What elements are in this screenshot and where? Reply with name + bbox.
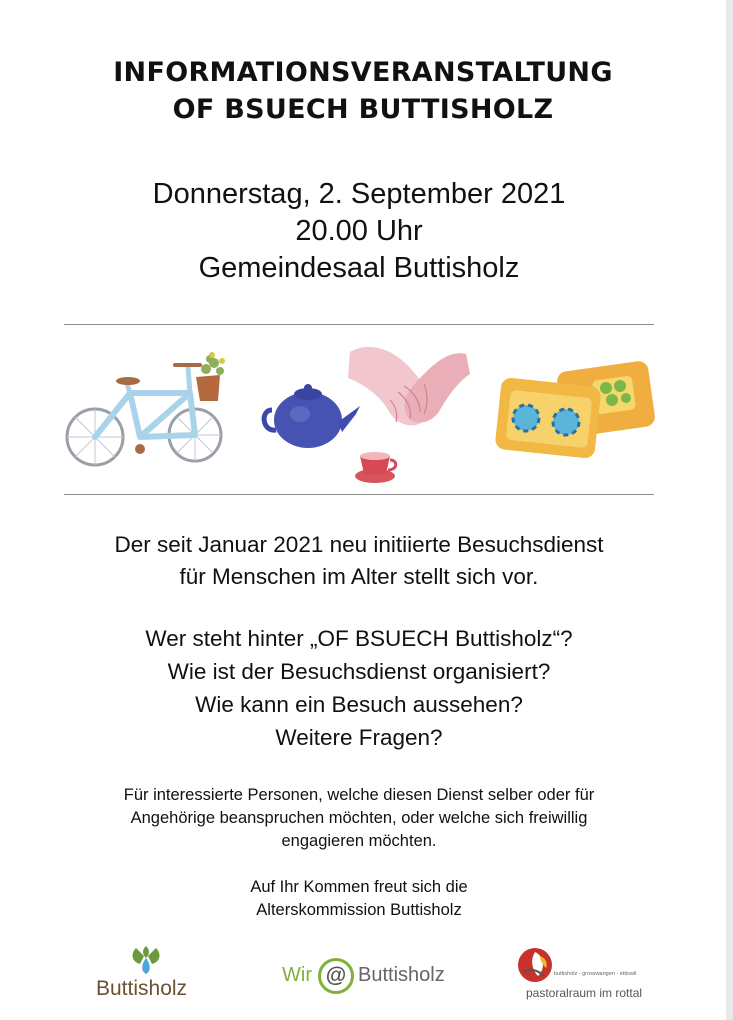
wir-logo-prefix: Wir [282, 964, 312, 986]
question-2: Wie ist der Besuchsdienst organisiert? [167, 659, 551, 684]
teacup-illustration [352, 444, 402, 488]
divider-top [64, 324, 654, 325]
pastoralraum-logo-subtitle: buttisholz · grosswangen · ettiswil [554, 971, 637, 977]
buttisholz-logo-text: Buttisholz [96, 977, 188, 1000]
at-sign-icon: @ [318, 958, 354, 994]
divider-bottom [64, 494, 654, 495]
page-edge [726, 0, 733, 1020]
intro-line-2: für Menschen im Alter stellt sich vor. [179, 564, 539, 589]
title-line-1: INFORMATIONSVERANSTALTUNG [113, 57, 613, 88]
game-tiles-illustration [494, 360, 656, 460]
event-date: Donnerstag, 2. September 2021 [152, 178, 566, 210]
title-line-2: OF BSUECH BUTTISHOLZ [172, 94, 554, 125]
audience-line-1: Für interessierte Personen, welche diesen Dienst selber oder für [123, 786, 595, 804]
question-1: Wer steht hinter „OF BSUECH Buttisholz“? [145, 626, 573, 651]
audience-line-3: engagieren möchten. [281, 832, 437, 850]
intro-line-1: Der seit Januar 2021 neu initiierte Besuchsdienst [114, 532, 604, 557]
closing-line-2: Alterskommission Buttisholz [256, 901, 462, 919]
buttisholz-logo [92, 944, 202, 1004]
event-location: Gemeindesaal Buttisholz [198, 252, 520, 284]
pastoralraum-emblem-icon [516, 946, 554, 984]
pastoralraum-logo [516, 946, 656, 1004]
closing-line-1: Auf Ihr Kommen freut sich die [250, 878, 468, 896]
question-3: Wie kann ein Besuch aussehen? [195, 692, 523, 717]
wir-buttisholz-logo [282, 960, 452, 994]
wir-logo-suffix: Buttisholz [358, 964, 445, 986]
pastoralraum-logo-text: pastoralraum im rottal [526, 986, 643, 1000]
question-4: Weitere Fragen? [275, 725, 443, 750]
holding-hands-illustration [340, 340, 475, 435]
audience-line-2: Angehörige beanspruchen möchten, oder welche sich freiwillig [130, 809, 588, 827]
bicycle-illustration [60, 345, 240, 475]
buttisholz-emblem-icon [128, 944, 164, 976]
event-time: 20.00 Uhr [295, 215, 423, 247]
